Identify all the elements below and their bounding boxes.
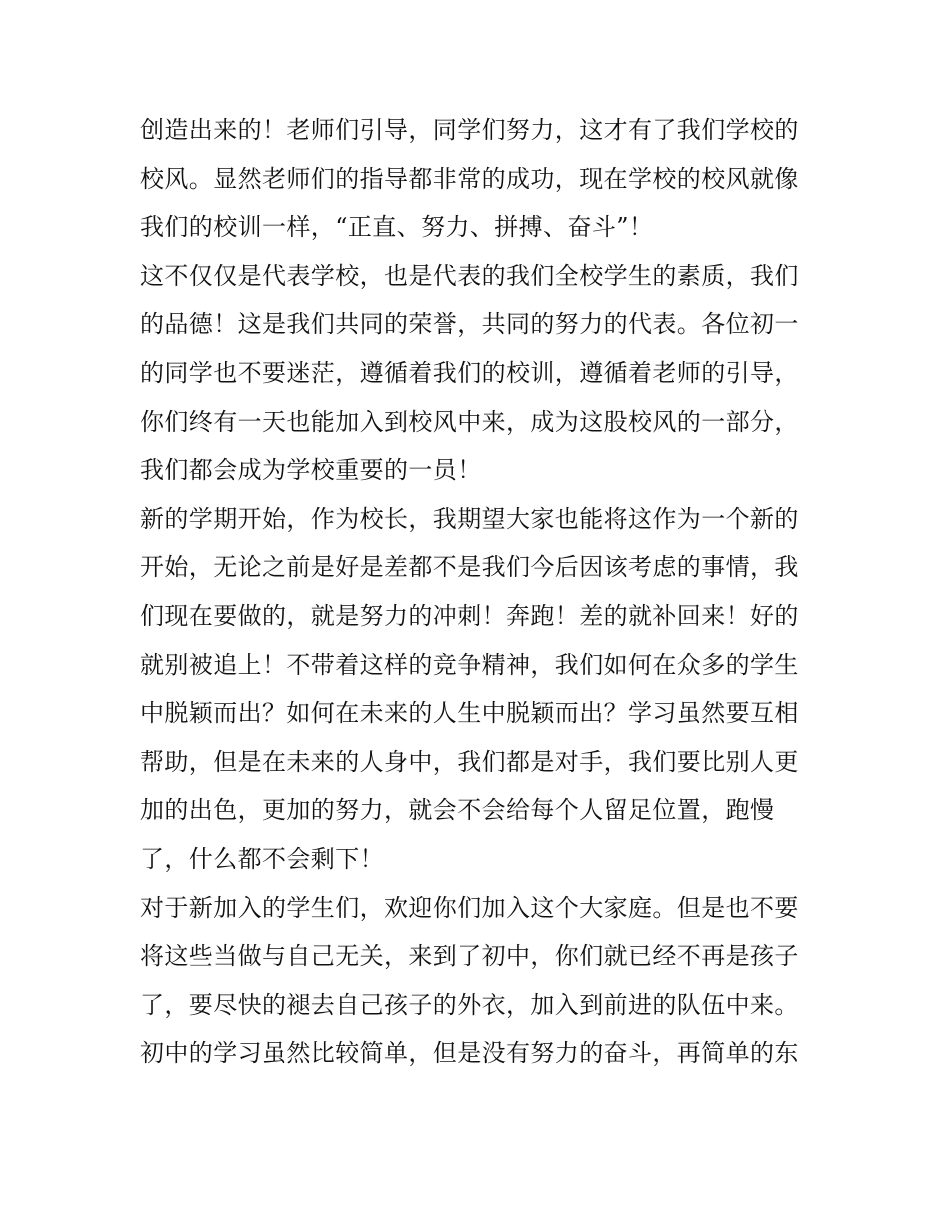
text-line: 就别被追上！不带着这样的竞争精神，我们如何在众多的学生 <box>140 650 799 679</box>
text-line: 加的出色，更加的努力，就会不会给每个人留足位置，跑慢 <box>140 796 775 825</box>
text-line: 中脱颖而出？如何在未来的人生中脱颖而出？学习虽然要互相 <box>140 699 799 728</box>
text-line: 的品德！这是我们共同的荣誉，共同的努力的代表。各位初一 <box>140 310 799 339</box>
text-line: 对于新加入的学生们，欢迎你们加入这个大家庭。但是也不要 <box>140 893 799 922</box>
text-line: 初中的学习虽然比较简单，但是没有努力的奋斗，再简单的东 <box>140 1039 799 1068</box>
text-line: 将这些当做与自己无关，来到了初中，你们就已经不再是孩子 <box>140 942 799 971</box>
text-line: 创造出来的！老师们引导，同学们努力，这才有了我们学校的 <box>140 116 799 144</box>
text-line: 我们的校训一样，“正直、努力、拼搏、奋斗”！ <box>140 213 654 242</box>
text-line: 我们都会成为学校重要的一员！ <box>140 456 482 485</box>
text-line: 开始，无论之前是好是差都不是我们今后因该考虑的事情，我 <box>140 553 799 582</box>
text-line: 了，要尽快的褪去自己孩子的外衣，加入到前进的队伍中来。 <box>140 990 799 1019</box>
text-line: 帮助，但是在未来的人身中，我们都是对手，我们要比别人更 <box>140 747 799 776</box>
text-line: 的同学也不要迷茫，遵循着我们的校训，遵循着老师的引导， <box>140 358 799 387</box>
text-line: 们现在要做的，就是努力的冲刺！奔跑！差的就补回来！好的 <box>140 601 799 630</box>
text-line: 校风。显然老师们的指导都非常的成功，现在学校的校风就像 <box>140 164 799 193</box>
text-line: 你们终有一天也能加入到校风中来，成为这股校风的一部分， <box>140 407 799 436</box>
body-text <box>140 106 820 1078</box>
text-line: 新的学期开始，作为校长，我期望大家也能将这作为一个新的 <box>140 504 799 533</box>
text-line: 了，什么都不会剩下！ <box>140 844 384 873</box>
text-line: 这不仅仅是代表学校，也是代表的我们全校学生的素质，我们 <box>140 261 799 290</box>
